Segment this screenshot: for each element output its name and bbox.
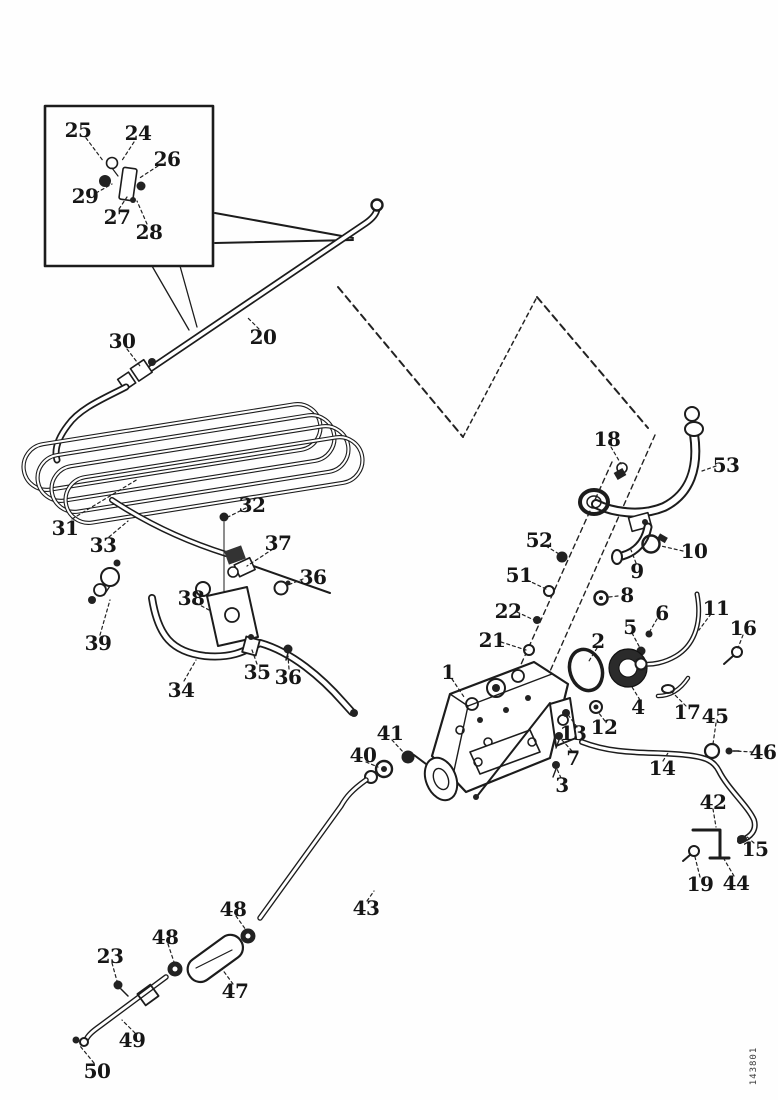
callout-25: 25 [64, 118, 92, 142]
callout-18: 18 [593, 427, 621, 451]
callout-43: 43 [352, 896, 380, 920]
callout-36: 36 [299, 565, 327, 589]
callout-1: 1 [441, 660, 455, 684]
callout-39: 39 [84, 631, 112, 655]
callout-38: 38 [177, 586, 205, 610]
callout-31: 31 [51, 516, 79, 540]
callout-24: 24 [124, 121, 152, 145]
callout-28: 28 [135, 220, 163, 244]
callout-33: 33 [89, 533, 117, 557]
callout-32: 32 [238, 493, 266, 517]
callout-19: 19 [686, 872, 714, 896]
drawing-code: 143801 [749, 1046, 759, 1086]
callout-46: 46 [749, 740, 777, 764]
callout-26: 26 [153, 147, 181, 171]
callout-48: 48 [151, 925, 179, 949]
callout-27: 27 [103, 205, 131, 229]
callout-40: 40 [349, 743, 377, 767]
callout-13: 13 [559, 721, 587, 745]
callout-42: 42 [699, 790, 727, 814]
callout-37: 37 [264, 531, 292, 555]
callout-34: 34 [167, 678, 195, 702]
callout-36: 36 [274, 665, 302, 689]
callout-29: 29 [71, 184, 99, 208]
callout-45: 45 [701, 704, 729, 728]
callout-4: 4 [631, 695, 645, 719]
callout-3: 3 [555, 773, 569, 797]
callout-5: 5 [623, 615, 637, 639]
callout-15: 15 [741, 837, 769, 861]
callout-10: 10 [680, 539, 708, 563]
callout-52: 52 [525, 528, 553, 552]
callout-44: 44 [722, 871, 750, 895]
callout-2: 2 [591, 629, 605, 653]
callout-21: 21 [478, 628, 506, 652]
callout-53: 53 [712, 453, 740, 477]
callout-7: 7 [566, 746, 580, 770]
callout-9: 9 [630, 559, 644, 583]
callout-6: 6 [655, 601, 669, 625]
callout-12: 12 [590, 715, 618, 739]
callout-14: 14 [648, 756, 676, 780]
callout-41: 41 [376, 721, 404, 745]
callout-49: 49 [118, 1028, 146, 1052]
callout-22: 22 [494, 599, 522, 623]
callout-17: 17 [673, 700, 701, 724]
callout-20: 20 [249, 325, 277, 349]
callout-11: 11 [702, 596, 730, 620]
callout-16: 16 [729, 616, 757, 640]
callout-51: 51 [505, 563, 533, 587]
callout-48: 48 [219, 897, 247, 921]
callout-35: 35 [243, 660, 271, 684]
callout-23: 23 [96, 944, 124, 968]
callout-30: 30 [108, 329, 136, 353]
callout-8: 8 [620, 583, 634, 607]
callout-47: 47 [221, 979, 249, 1003]
callout-50: 50 [83, 1059, 111, 1083]
